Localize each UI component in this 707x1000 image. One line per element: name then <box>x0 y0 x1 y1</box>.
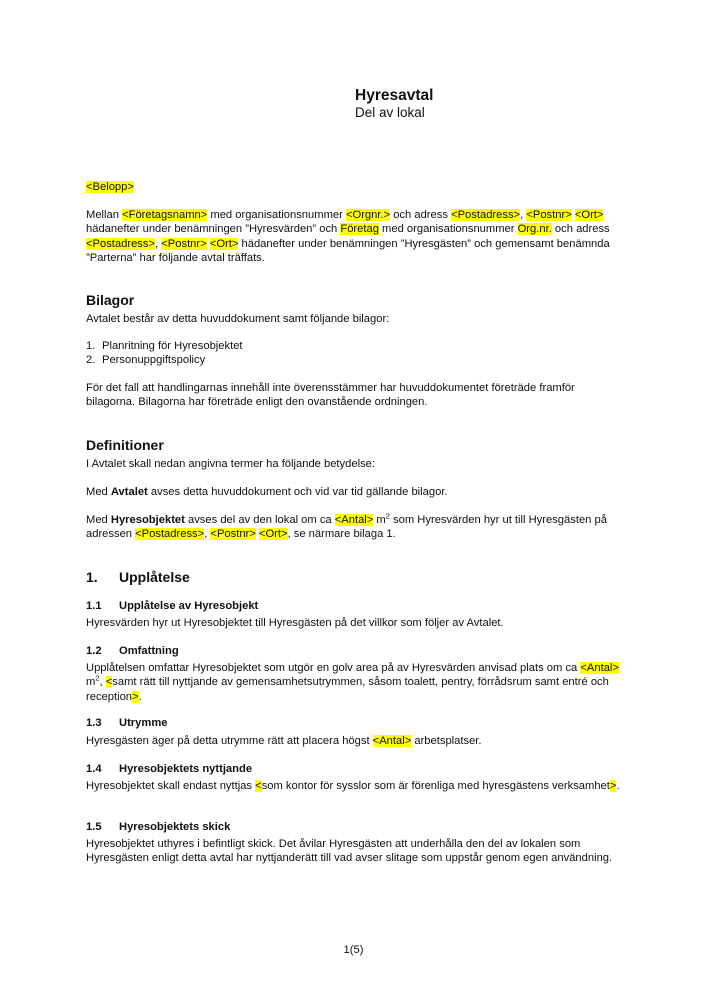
text: samt rätt till nyttjande av gemensamhetsutrymmen, såsom toalett, pentry, förrådsrum samt entré och reception <box>86 676 609 703</box>
page-number: 1(5) <box>343 944 364 956</box>
heading-bilagor: Bilagor <box>86 292 135 308</box>
placeholder-orgnr: <Orgnr.> <box>345 209 391 221</box>
section-1-5-text: Hyresobjektet uthyres i befintligt skick. Det åvilar Hyresgästen att underhålla den del av lokalen som Hyresgästen enligt detta avtal har nyttjanderätt till vad avser slitage som uppstår genom egen användning. <box>86 838 613 865</box>
text: m <box>86 676 96 689</box>
text: Med <box>86 514 111 526</box>
text: Hyresgästen äger på detta utrymme rätt att placera högst <box>86 735 373 747</box>
text: Upplåtelsen omfattar Hyresobjektet som utgör en golv area på av Hyresvärden anvisad plats om ca <box>86 662 581 674</box>
placeholder-antal: <Antal> <box>334 514 374 526</box>
heading-section-1-2 <box>86 644 179 658</box>
placeholder-antal: <Antal> <box>580 662 619 674</box>
placeholder-belopp: <Belopp> <box>86 181 134 193</box>
superscript-2: 2 <box>95 673 100 683</box>
amount-placeholder-paragraph <box>86 180 626 194</box>
parties-paragraph <box>86 208 626 266</box>
document-subtitle: Del av lokal <box>355 105 425 120</box>
placeholder-foretagsnamn: <Företagsnamn> <box>122 209 208 221</box>
bilagor-intro: Avtalet består av detta huvuddokument samt följande bilagor: <box>86 313 390 325</box>
heading-section-1-1 <box>86 599 258 613</box>
placeholder-postadress: <Postadress> <box>451 209 521 221</box>
heading-section-1-3 <box>86 716 168 730</box>
document-title: Hyresavtal <box>355 87 434 104</box>
text: med organisationsnummer <box>378 223 518 236</box>
section-title: Hyresobjektets nyttjande <box>119 763 253 775</box>
placeholder-bracket-close: > <box>609 780 617 792</box>
placeholder-postnr: <Postnr> <box>161 237 207 250</box>
heading-section-1-5 <box>86 820 230 834</box>
text: , <box>204 528 211 541</box>
placeholder-org-nr: Org.nr. <box>517 223 552 236</box>
placeholder-antal: <Antal> <box>372 735 412 747</box>
text: hädanefter under benämningen ”Hyresvärden” och <box>86 223 341 236</box>
definition-hyresobjektet <box>86 513 626 542</box>
list-item <box>86 339 626 353</box>
text: Hyresobjektet skall endast nyttjas <box>86 780 256 792</box>
section-number: 1. <box>86 569 98 585</box>
bilagor-precedence: För det fall att handlingarnas innehåll inte överensstämmer har huvuddokumentet företräde framför bilagorna. Bilagorna har företräde enligt den ovanstående ordningen. <box>86 382 575 409</box>
list-number: 1. <box>86 340 96 352</box>
list-item-text: Personuppgiftspolicy <box>102 354 206 366</box>
placeholder-foretag: Företag <box>340 223 379 236</box>
text: , <box>99 676 106 689</box>
heading-section-1 <box>86 569 190 586</box>
section-number: 1.4 <box>86 763 102 775</box>
text: Med <box>86 486 111 498</box>
defined-term: Hyresobjektet <box>110 514 185 526</box>
section-title: Upplåtelse <box>119 569 190 585</box>
placeholder-bracket-open: < <box>105 676 113 689</box>
superscript-2: 2 <box>385 511 390 521</box>
section-title: Omfattning <box>119 645 179 657</box>
list-item-text: Planritning för Hyresobjektet <box>102 340 243 352</box>
text: hädanefter under benämningen ”Hyresgästen” och gemensamt benämnda ”Parterna” har följande avtal träffats. <box>86 237 610 265</box>
text: m <box>373 514 386 526</box>
text: med organisationsnummer <box>207 209 346 221</box>
section-title: Hyresobjektets skick <box>119 821 231 833</box>
heading-section-1-4 <box>86 762 252 776</box>
placeholder-postadress: <Postadress> <box>86 237 156 250</box>
text: avses del av den lokal om ca <box>184 514 335 526</box>
text: och adress <box>390 209 452 221</box>
text: som Hyresvärden hyr ut till Hyresgästen på adressen <box>86 514 607 541</box>
text: , <box>155 237 162 250</box>
section-title: Utrymme <box>119 717 168 729</box>
text: . <box>138 690 142 703</box>
definition-avtalet <box>86 485 626 499</box>
text: , se närmare bilaga 1. <box>287 528 396 541</box>
section-number: 1.5 <box>86 821 102 833</box>
text: och adress <box>551 223 610 236</box>
definitioner-intro: I Avtalet skall nedan angivna termer ha följande betydelse: <box>86 458 375 470</box>
section-1-4-text <box>86 779 626 793</box>
text: Mellan <box>86 209 123 221</box>
placeholder-ort: <Ort> <box>209 237 239 250</box>
placeholder-ort: <Ort> <box>258 528 288 541</box>
text: . <box>616 780 620 792</box>
placeholder-postadress: <Postadress> <box>135 528 205 541</box>
placeholder-bracket-open: < <box>255 780 262 792</box>
section-1-3-text <box>86 734 626 748</box>
section-number: 1.2 <box>86 645 102 657</box>
placeholder-postnr: <Postnr> <box>210 528 256 541</box>
text: , <box>520 209 527 221</box>
text: som kontor för sysslor som är förenliga med hyresgästens verksamhet <box>261 780 610 792</box>
defined-term: Avtalet <box>110 486 148 498</box>
list-item <box>86 353 626 367</box>
placeholder-postnr: <Postnr> <box>526 209 572 221</box>
placeholder-ort: <Ort> <box>574 209 604 221</box>
section-number: 1.1 <box>86 600 102 612</box>
text: avses detta huvuddokument och vid var tid gällande bilagor. <box>147 486 448 498</box>
title-block <box>355 86 433 121</box>
placeholder-bracket-close: > <box>132 690 139 703</box>
section-number: 1.3 <box>86 717 102 729</box>
heading-definitioner: Definitioner <box>86 437 164 453</box>
list-number: 2. <box>86 354 96 366</box>
section-1-1-text: Hyresvärden hyr ut Hyresobjektet till Hyresgästen på det villkor som följer av Avtalet. <box>86 617 504 629</box>
text: arbetsplatser. <box>411 735 482 747</box>
section-1-2-text <box>86 661 626 704</box>
section-title: Upplåtelse av Hyresobjekt <box>119 600 259 612</box>
